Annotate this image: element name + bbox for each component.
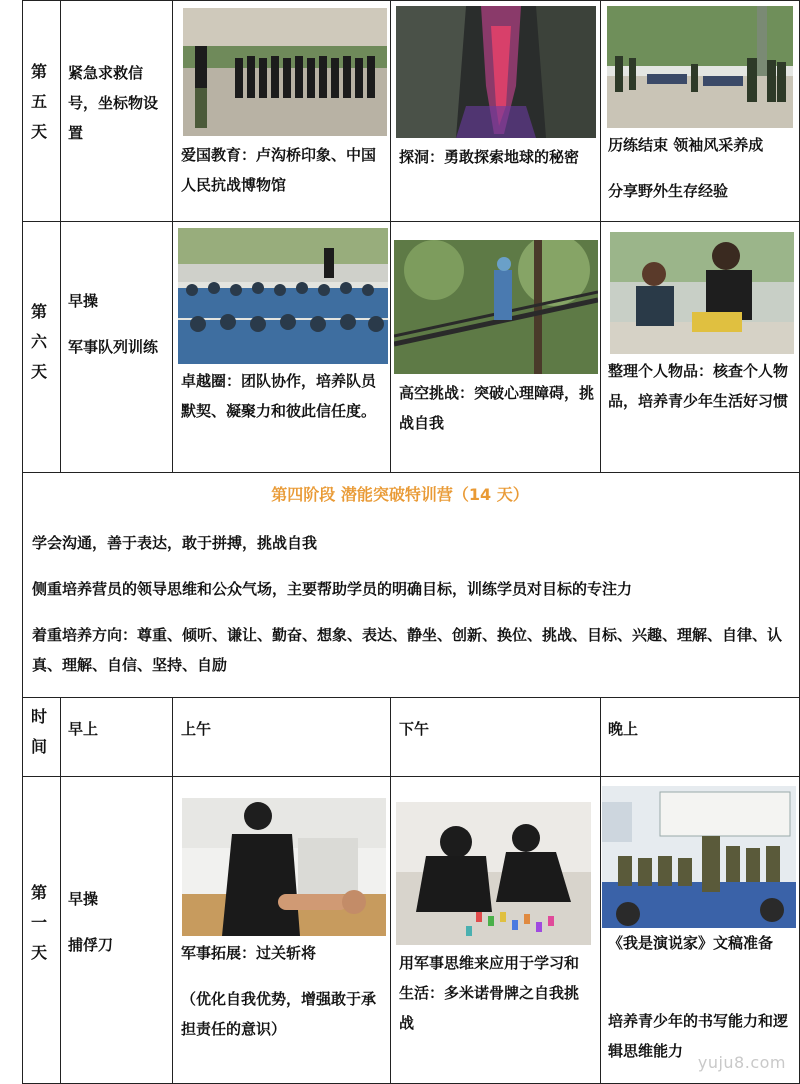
day-label: 第五天 <box>31 62 48 141</box>
classroom-photo <box>602 786 796 928</box>
header-am: 上午 <box>181 720 212 738</box>
phase-directions: 着重培养方向：尊重、倾听、谦让、勤奋、想象、表达、静坐、创新、换位、挑战、目标、兴趣、理解、自律、认真、理解、自信、坚持、自励 <box>32 626 783 674</box>
col-divider <box>390 0 391 472</box>
packing-photo <box>610 232 794 354</box>
col-divider <box>172 0 173 472</box>
domino-photo <box>396 802 591 945</box>
header-time: 时间 <box>31 707 48 756</box>
row-divider <box>22 697 800 698</box>
row-divider <box>22 221 800 222</box>
morning-activity: 早操 <box>68 890 99 908</box>
team-circle-photo <box>178 228 388 364</box>
table-border-left <box>22 0 23 1084</box>
activity-caption-line: 历练结束 领袖风采养成 <box>608 136 764 154</box>
header-eve: 晚上 <box>608 720 639 738</box>
activity-caption: 探洞：勇敢探索地球的秘密 <box>399 148 580 166</box>
table-border-top <box>22 0 800 1</box>
activity-note: （优化自我优势，增强敢于承担责任的意识） <box>181 990 377 1038</box>
day-label: 第六天 <box>31 302 48 381</box>
activity-caption: 卓越圈：团队协作，培养队员默契、凝聚力和彼此信任度。 <box>181 372 377 420</box>
activity-caption-line: 分享野外生存经验 <box>608 182 729 200</box>
morning-activity: 捕俘刀 <box>68 936 114 954</box>
cave-photo <box>396 6 596 138</box>
row-divider <box>22 472 800 473</box>
activity-caption: 爱国教育：卢沟桥印象、中国人民抗战博物馆 <box>181 146 377 194</box>
activity-caption: 整理个人物品：核查个人物品，培养青少年生活好习惯 <box>608 362 789 410</box>
row-divider <box>22 776 800 777</box>
phase-goal: 学会沟通，善于表达，敢于拼搏，挑战自我 <box>32 534 318 552</box>
col-divider <box>172 697 173 1084</box>
phase-title: 第四阶段 潜能突破特训营（14 天） <box>271 485 529 504</box>
soldiers-lineup-photo <box>183 8 387 136</box>
activity-note: 培养青少年的书写能力和逻辑思维能力 <box>608 1012 789 1060</box>
day-label: 第一天 <box>31 883 48 962</box>
morning-activity: 军事队列训练 <box>68 338 159 356</box>
phase-focus: 侧重培养营员的领导思维和公众气场，主要帮助学员的明确目标，训练学员对目标的专注力 <box>32 580 633 598</box>
morning-activity: 早操 <box>68 292 99 310</box>
col-divider <box>390 697 391 1084</box>
activity-caption: 高空挑战：突破心理障碍，挑战自我 <box>399 384 595 432</box>
col-divider <box>60 697 61 1084</box>
outdoor-gathering-photo <box>607 6 793 128</box>
col-divider <box>600 0 601 472</box>
high-rope-photo <box>394 240 598 374</box>
header-morning: 早上 <box>68 720 99 738</box>
header-pm: 下午 <box>399 720 430 738</box>
col-divider <box>60 0 61 472</box>
morning-activity: 紧急求救信号，坐标物设置 <box>68 64 159 142</box>
activity-caption: 《我是演说家》文稿准备 <box>608 934 774 952</box>
punch-training-photo <box>182 798 386 936</box>
activity-caption: 用军事思维来应用于学习和生活：多米诺骨牌之自我挑战 <box>399 954 580 1032</box>
activity-caption: 军事拓展：过关斩将 <box>181 944 317 962</box>
watermark: yuju8.com <box>697 1053 786 1072</box>
col-divider <box>600 697 601 1084</box>
